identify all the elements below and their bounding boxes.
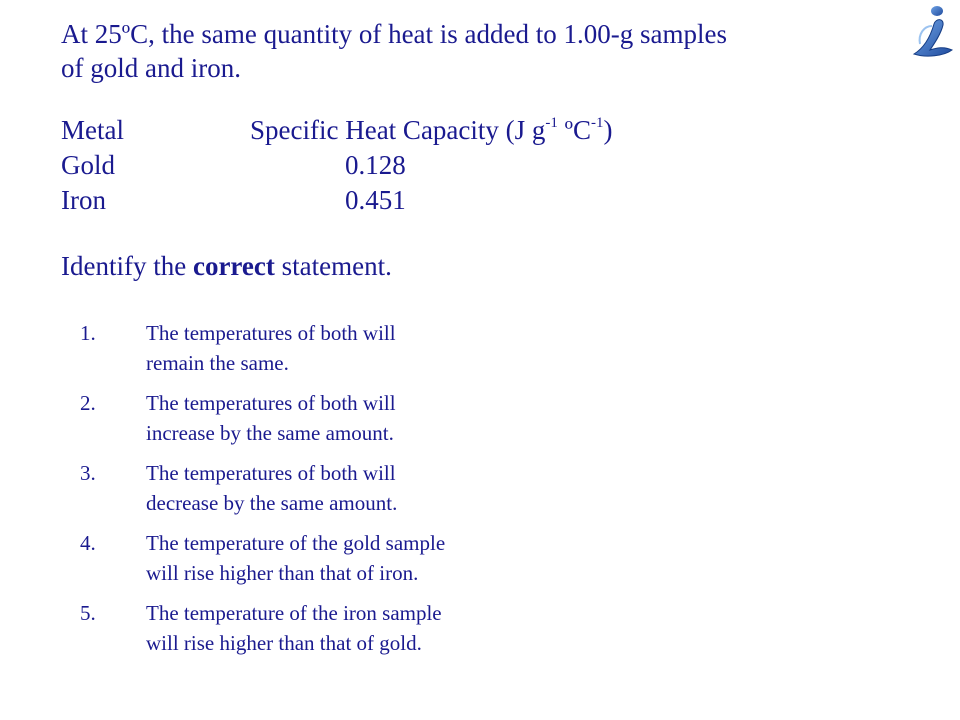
answer-option-5[interactable] [80, 598, 600, 658]
specific-heat-table [61, 113, 821, 218]
option-text: The temperatures of both will remain the same. [146, 321, 396, 375]
table-row [61, 183, 821, 218]
specific-heat-value: 0.128 [345, 150, 406, 180]
question-line-1: At 25ºC, the same quantity of heat is added to 1.00-g samples [61, 19, 727, 49]
specific-heat-value: 0.451 [345, 185, 406, 215]
answer-option-4[interactable] [80, 528, 600, 588]
answer-option-3[interactable] [80, 458, 600, 518]
option-number: 2. [80, 391, 96, 415]
metal-name: Gold [61, 150, 115, 180]
metal-name: Iron [61, 185, 106, 215]
option-number: 4. [80, 531, 96, 555]
option-text: The temperature of the iron sample will rise higher than that of gold. [146, 601, 442, 655]
answer-option-2[interactable] [80, 388, 600, 448]
header-specific-heat: Specific Heat Capacity (J $g^{-1}$ ºC$^{-1}$) [250, 115, 613, 145]
instruction-emphasis: correct [192, 251, 275, 281]
instruction-text: Identify the correct statement. [61, 251, 392, 281]
table-row [61, 148, 821, 183]
answer-options-list [80, 318, 600, 668]
table-header-row [61, 113, 821, 148]
option-text: The temperatures of both will decrease by the same amount. [146, 461, 398, 515]
option-text: The temperatures of both will increase by the same amount. [146, 391, 396, 445]
option-number: 1. [80, 321, 96, 345]
option-number: 3. [80, 461, 96, 485]
option-text: The temperature of the gold sample will rise higher than that of iron. [146, 531, 446, 585]
question-line-2: of gold and iron. [61, 53, 241, 83]
answer-option-1[interactable] [80, 318, 600, 378]
header-metal: Metal [61, 115, 124, 145]
option-number: 5. [80, 601, 96, 625]
question-text [61, 17, 881, 85]
clicker-logo-icon [910, 4, 956, 58]
